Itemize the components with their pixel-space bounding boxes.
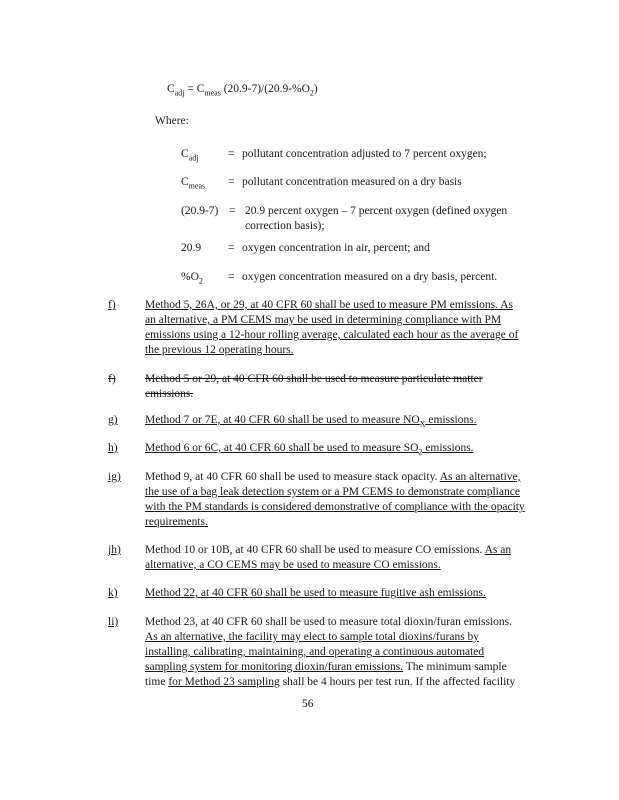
def-eq: = [228,242,235,254]
item-l-last-pre: time [145,676,169,688]
item-h-tail: emissions. [422,442,474,454]
page-number: 56 [302,698,314,710]
item-i-line1 [145,470,521,485]
def-symbol: 20.9 [181,242,202,254]
def-eq: = [228,148,235,160]
item-f-new-line: Method 5, 26A, or 29, at 40 CFR 60 shall be used to measure PM emissions. As [145,299,513,311]
def-text-cont: correction basis); [245,220,325,232]
item-l-last-post: shall be 4 hours per test run. If the affected facility [279,676,516,688]
item-h-marker: h) [108,442,118,454]
def-text: oxygen concentration in air, percent; and [242,242,430,254]
item-g-marker: g) [108,414,118,426]
def-symbol: C [181,148,189,160]
item-j-line1 [145,543,511,558]
item-h-text [145,441,474,456]
def-text: 20.9 percent oxygen – 7 percent oxygen (defined oxygen [245,205,508,217]
item-i-line: the use of a bag leak detection system or a PM CEMS to demonstrate compliance [145,486,520,498]
item-f-old-line: emissions. [145,388,194,400]
item-j-plain: Method 10 or 10B, at 40 CFR 60 shall be used to measure CO emissions. [145,544,485,556]
item-l-underlined: sampling system for monitoring dioxin/furan emissions. [145,661,404,673]
where-label: Where: [155,115,189,127]
def-symbol-sub: 2 [198,276,203,286]
def-row [181,175,205,190]
item-f-new-line: an alternative, a PM CEMS may be used in determining compliance with PM [145,314,502,326]
item-g-tail: emissions. [425,414,477,426]
item-i-marker: ig) [108,471,121,483]
item-j-marker: jh) [108,544,121,556]
item-i-line: with the PM standards is considered demonstrative of compliance with the opacity [145,501,525,513]
item-l-last-underlined: for Method 23 sampling [168,676,280,688]
item-g-text [145,413,477,428]
formula-lhs-sub: adj [174,88,185,98]
def-symbol: C [181,176,189,188]
item-h-sub: 2 [418,447,423,457]
formula-close: ) [313,83,318,95]
def-eq: = [229,205,236,217]
item-j-line2: alternative, a CO CEMS may be used to measure CO emissions. [145,559,441,571]
item-j-underlined: As an [484,544,512,556]
item-f-new-line: emissions using a 12-hour rolling average, calculated each hour as the average of [145,329,519,341]
item-l-line1: Method 23, at 40 CFR 60 shall be used to measure total dioxin/furan emissions. [145,616,513,628]
formula-rest: (20.9-7)/(20.9-%O [223,83,310,95]
formula-c: C [196,83,205,95]
item-g-body: Method 7 or 7E, at 40 CFR 60 shall be used to measure NO [145,414,420,426]
def-symbol: (20.9-7) [181,205,219,217]
def-symbol-sub: meas [188,181,206,191]
item-l-marker: li) [108,616,119,628]
item-g-sub: X [419,419,426,429]
item-i-plain: Method 9, at 40 CFR 60 shall be used to measure stack opacity. [145,471,440,483]
def-text: oxygen concentration measured on a dry basis, percent. [242,271,498,283]
item-f-new-line: the previous 12 operating hours. [145,344,294,356]
item-i-underlined: As an alternative, [439,471,521,483]
item-l-line: installing, calibrating, maintaining, and operating a continuous automated [145,646,485,658]
item-f-new-marker: f) [108,299,116,311]
item-f-old-line: Method 5 or 29, at 40 CFR 60 shall be used to measure particulate matter [145,373,483,385]
def-eq: = [228,271,235,283]
formula-o-sub: 2 [309,88,314,98]
item-i-line: requirements. [145,516,208,528]
def-row [181,147,198,162]
item-l-line: As an alternative, the facility may elect to sample total dioxins/furans by [145,631,480,643]
item-h-body: Method 6 or 6C, at 40 CFR 60 shall be used to measure SO [145,442,419,454]
def-symbol: %O [181,271,199,283]
item-f-old-marker: f) [108,373,116,385]
def-eq: = [228,176,235,188]
formula [167,82,318,97]
def-text: pollutant concentration measured on a dry basis [242,176,462,188]
item-k-marker: k) [108,587,118,599]
item-l-line4 [145,660,507,675]
def-text: pollutant concentration adjusted to 7 percent oxygen; [242,148,487,160]
def-row [181,270,203,285]
formula-c-sub: meas [204,88,221,98]
formula-eq: = [187,83,194,95]
item-l-tail: The minimum sample [403,661,507,673]
def-symbol-sub: adj [188,153,199,163]
formula-lhs: C [167,83,175,95]
item-l-line5 [145,675,515,690]
item-k-text: Method 22, at 40 CFR 60 shall be used to measure fugitive ash emissions. [145,587,486,599]
